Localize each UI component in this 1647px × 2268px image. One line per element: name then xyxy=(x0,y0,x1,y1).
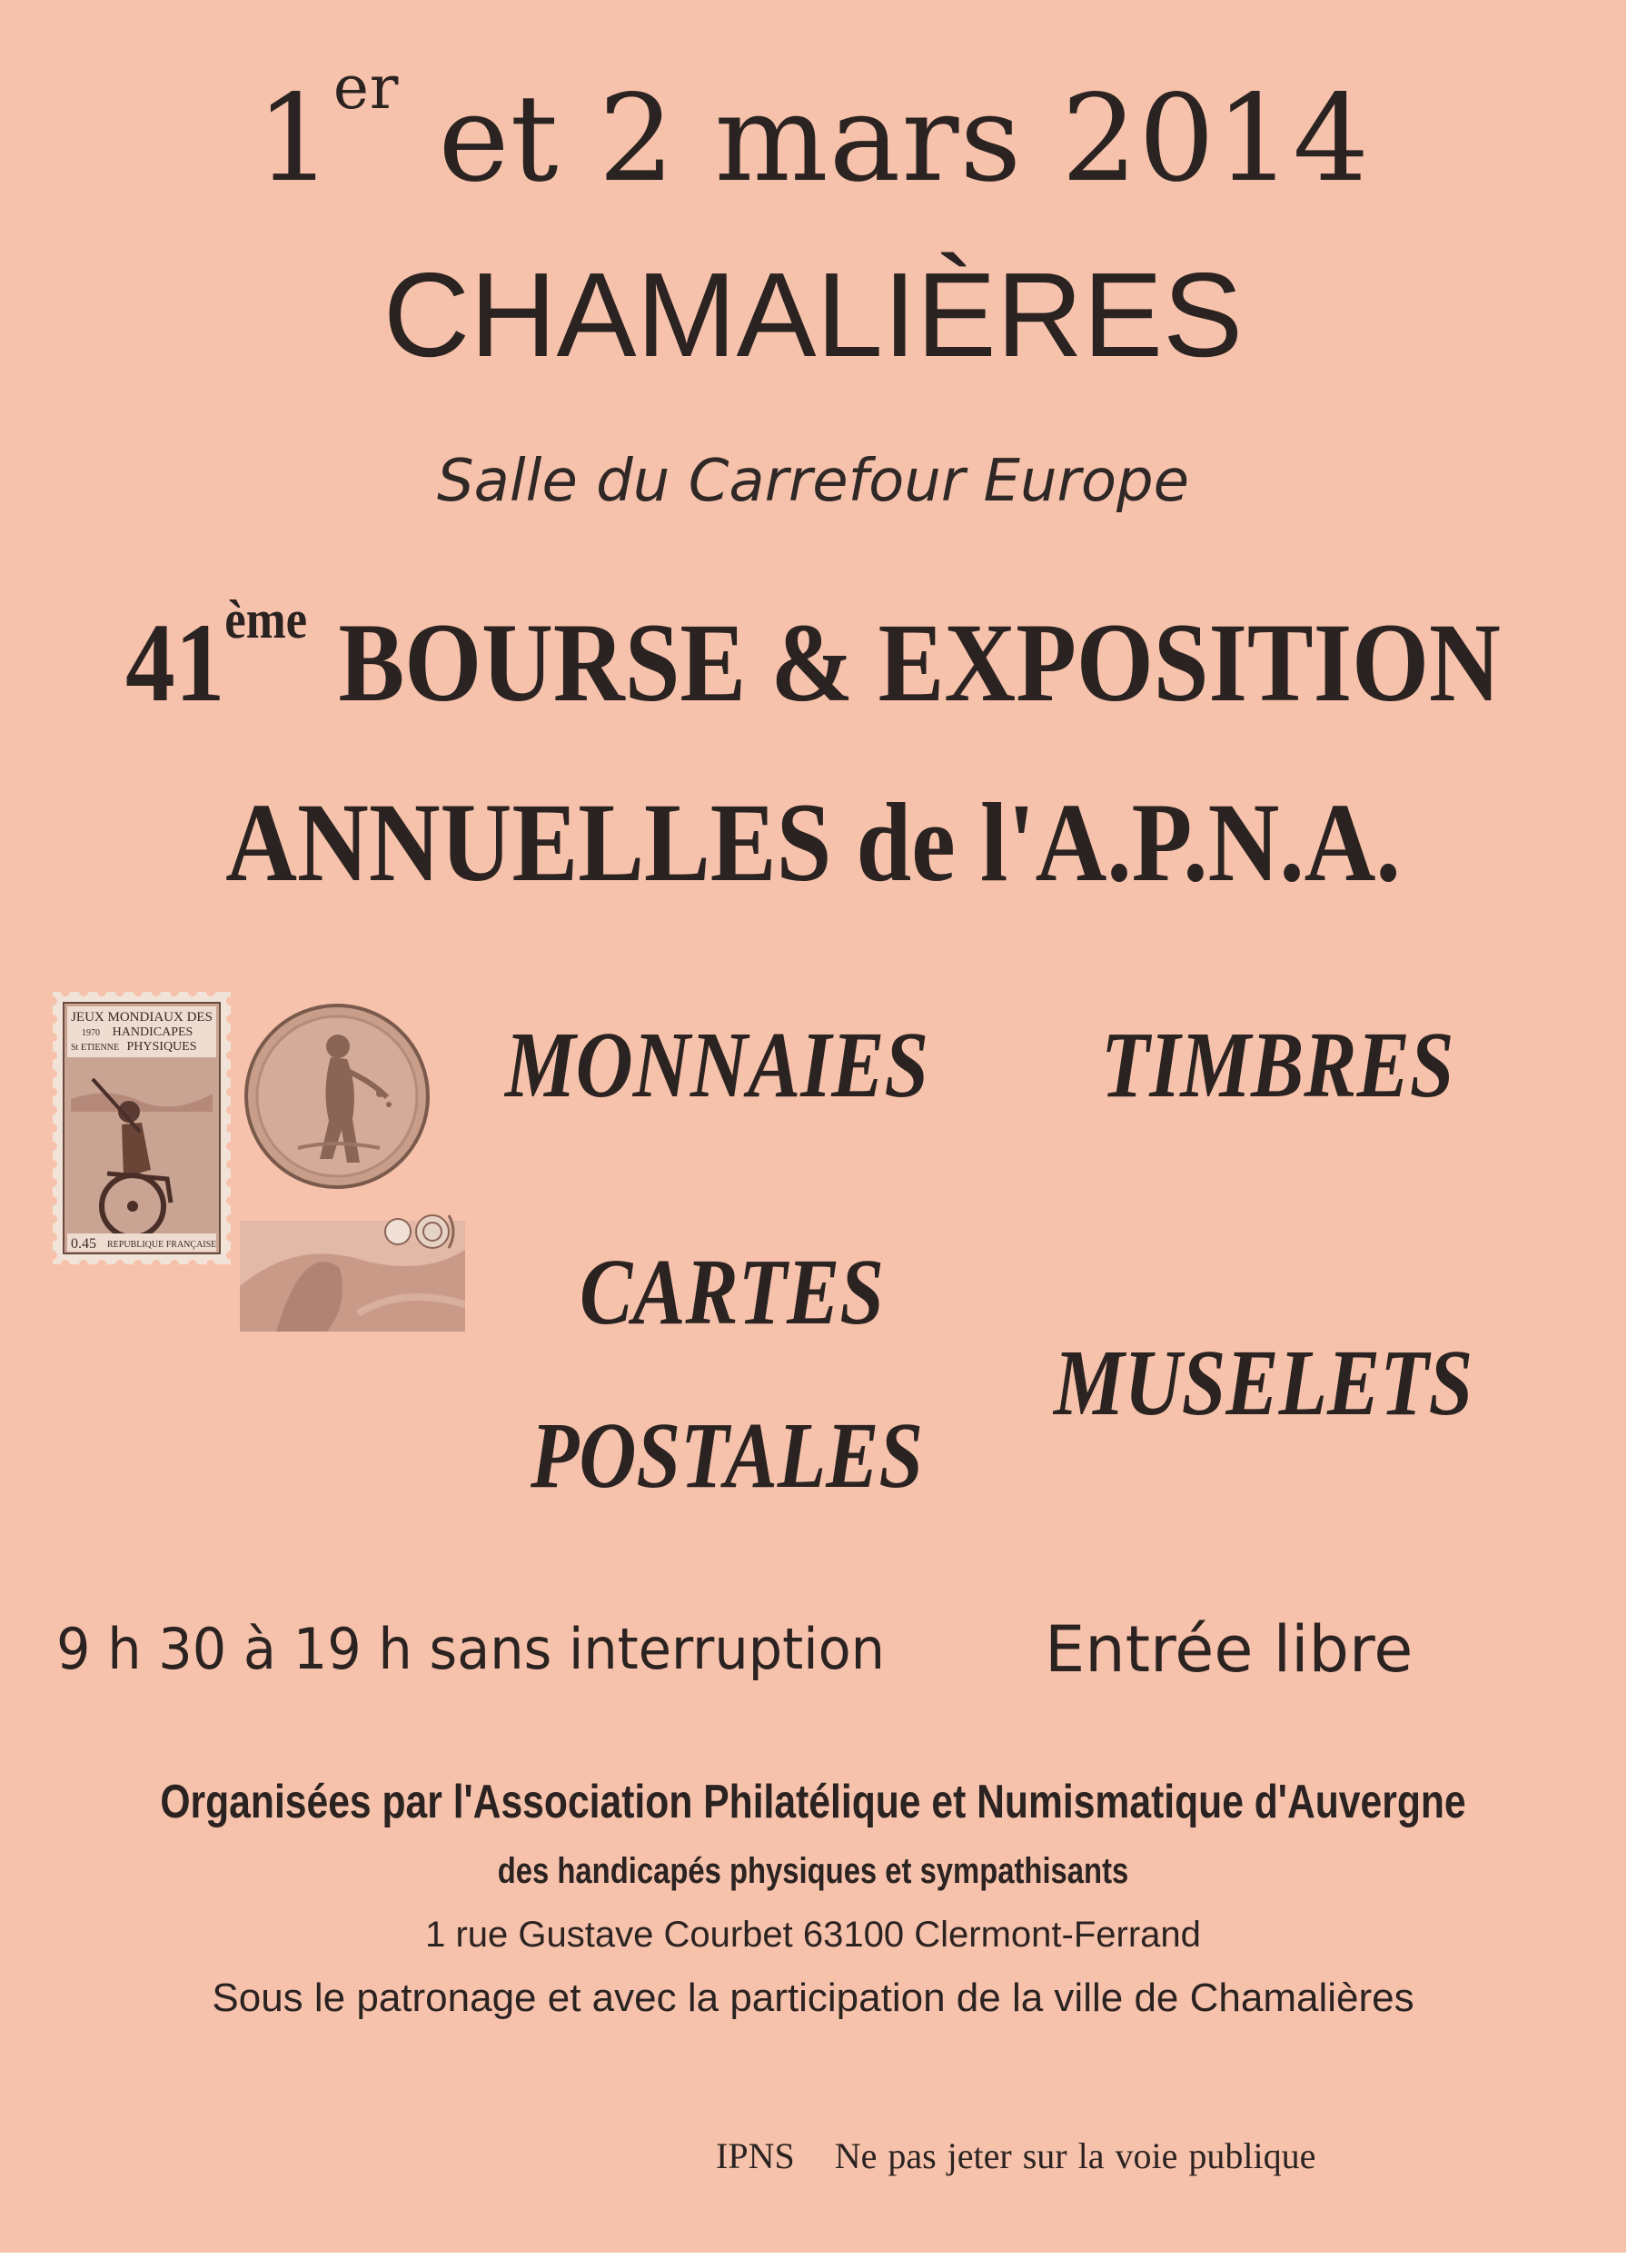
svg-text:0.45: 0.45 xyxy=(71,1236,96,1252)
svg-text:St ETIENNE: St ETIENNE xyxy=(71,1043,120,1053)
patronage-line: Sous le patronage et avec la participation de la ville de Chamalières xyxy=(212,1976,1414,2020)
entry-free: Entrée libre xyxy=(1045,1612,1414,1687)
svg-text:1970: 1970 xyxy=(82,1028,100,1038)
event-city: CHAMALIÈRES xyxy=(382,248,1244,381)
coin-image xyxy=(243,1003,431,1190)
headline-line-1: 41ème BOURSE & EXPOSITION xyxy=(125,589,1501,725)
category-postales: POSTALES xyxy=(531,1403,924,1508)
event-dates: 1er et 2 mars 2014 xyxy=(255,53,1371,209)
littering-notice: Ne pas jeter sur la voie publique xyxy=(834,2135,1316,2176)
headline-line-2: ANNUELLES de l'A.P.N.A. xyxy=(225,780,1401,905)
event-venue: Salle du Carrefour Europe xyxy=(437,448,1189,515)
category-monnaies: MONNAIES xyxy=(505,1013,929,1117)
category-muselets: MUSELETS xyxy=(1054,1331,1473,1435)
organizer-address: 1 rue Gustave Courbet 63100 Clermont-Ferrand xyxy=(425,1915,1201,1955)
svg-text:JEUX MONDIAUX DES: JEUX MONDIAUX DES xyxy=(71,1010,213,1025)
svg-text:PHYSIQUES: PHYSIQUES xyxy=(126,1040,197,1054)
organizer-subline: des handicapés physiques et sympathisants xyxy=(497,1851,1129,1891)
ipns-label: IPNS xyxy=(716,2135,795,2176)
postcard-image xyxy=(240,1204,465,1339)
category-timbres: TIMBRES xyxy=(1101,1013,1454,1117)
opening-hours: 9 h 30 à 19 h sans interruption xyxy=(56,1616,885,1682)
svg-text:HANDICAPES: HANDICAPES xyxy=(112,1025,193,1039)
stamp-image xyxy=(53,992,231,1264)
footer-notice xyxy=(716,2133,1315,2180)
svg-text:REPUBLIQUE FRANÇAISE: REPUBLIQUE FRANÇAISE xyxy=(107,1240,217,1250)
organizer-line: Organisées par l'Association Philatélique et Numismatique d'Auvergne xyxy=(160,1776,1466,1828)
category-cartes: CARTES xyxy=(580,1240,885,1344)
